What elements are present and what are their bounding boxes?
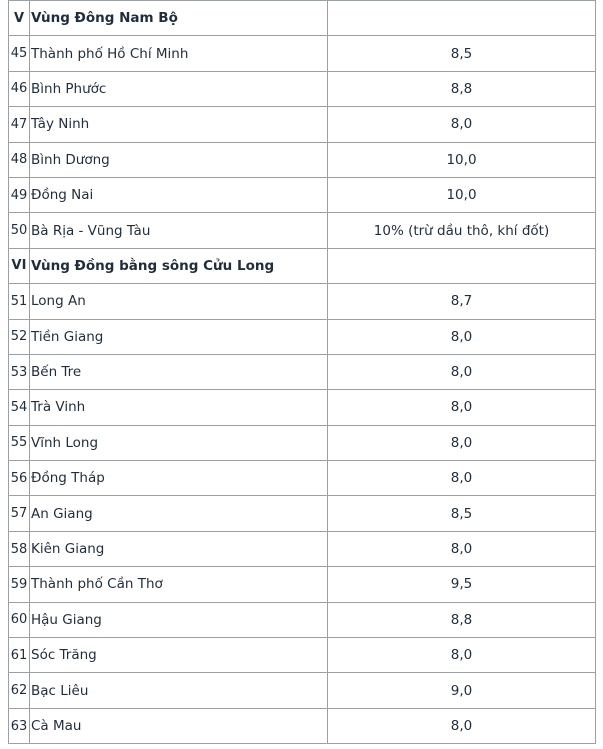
- target-value: 8,8: [328, 602, 596, 637]
- target-value: 8,0: [328, 390, 596, 425]
- target-value: 8,0: [328, 461, 596, 496]
- province-name: Đồng Nai: [30, 177, 328, 212]
- province-name: Sóc Trăng: [30, 638, 328, 673]
- target-value: 10,0: [328, 142, 596, 177]
- section-title: Vùng Đông Nam Bộ: [30, 1, 328, 36]
- row-number: 51: [9, 284, 30, 319]
- row-number: 50: [9, 213, 30, 248]
- target-value: 10,0: [328, 177, 596, 212]
- target-value: 8,0: [328, 425, 596, 460]
- table-row: [9, 567, 596, 602]
- target-value: 8,0: [328, 638, 596, 673]
- section-header-row: [9, 248, 596, 283]
- section-number: V: [9, 1, 30, 36]
- table-row: [9, 531, 596, 566]
- row-number: 58: [9, 531, 30, 566]
- growth-target-table: [8, 0, 596, 744]
- table-row: [9, 71, 596, 106]
- row-number: 46: [9, 71, 30, 106]
- table-row: [9, 638, 596, 673]
- table-row: [9, 107, 596, 142]
- province-name: Long An: [30, 284, 328, 319]
- row-number: 60: [9, 602, 30, 637]
- target-value: 8,0: [328, 107, 596, 142]
- target-value: 8,5: [328, 36, 596, 71]
- province-name: Bà Rịa - Vũng Tàu: [30, 213, 328, 248]
- row-number: 54: [9, 390, 30, 425]
- target-value: 8,0: [328, 319, 596, 354]
- target-value: 8,0: [328, 531, 596, 566]
- row-number: 53: [9, 354, 30, 389]
- row-number: 55: [9, 425, 30, 460]
- table-row: [9, 496, 596, 531]
- table-row: [9, 284, 596, 319]
- table-row: [9, 142, 596, 177]
- target-value: 8,8: [328, 71, 596, 106]
- province-name: Cà Mau: [30, 708, 328, 743]
- table-row: [9, 425, 596, 460]
- table-row: [9, 213, 596, 248]
- row-number: 47: [9, 107, 30, 142]
- province-name: Bình Phước: [30, 71, 328, 106]
- row-number: 49: [9, 177, 30, 212]
- table-row: [9, 461, 596, 496]
- table-row: [9, 602, 596, 637]
- target-value: 9,0: [328, 673, 596, 708]
- section-value: [328, 248, 596, 283]
- province-name: Tiền Giang: [30, 319, 328, 354]
- table-row: [9, 319, 596, 354]
- province-name: Bình Dương: [30, 142, 328, 177]
- province-name: Tây Ninh: [30, 107, 328, 142]
- province-name: Kiên Giang: [30, 531, 328, 566]
- target-value: 8,0: [328, 708, 596, 743]
- province-name: Vĩnh Long: [30, 425, 328, 460]
- table-row: [9, 708, 596, 743]
- target-value: 8,0: [328, 354, 596, 389]
- table-row: [9, 390, 596, 425]
- province-name: Đồng Tháp: [30, 461, 328, 496]
- province-name: An Giang: [30, 496, 328, 531]
- row-number: 61: [9, 638, 30, 673]
- row-number: 57: [9, 496, 30, 531]
- section-title: Vùng Đồng bằng sông Cửu Long: [30, 248, 328, 283]
- target-value: 10% (trừ dầu thô, khí đốt): [328, 213, 596, 248]
- row-number: 63: [9, 708, 30, 743]
- province-name: Bến Tre: [30, 354, 328, 389]
- province-name: Bạc Liêu: [30, 673, 328, 708]
- row-number: 52: [9, 319, 30, 354]
- row-number: 56: [9, 461, 30, 496]
- target-value: 8,7: [328, 284, 596, 319]
- table-body: [9, 1, 596, 744]
- row-number: 59: [9, 567, 30, 602]
- province-name: Thành phố Hồ Chí Minh: [30, 36, 328, 71]
- section-value: [328, 1, 596, 36]
- row-number: 48: [9, 142, 30, 177]
- province-name: Hậu Giang: [30, 602, 328, 637]
- table-row: [9, 354, 596, 389]
- province-name: Trà Vinh: [30, 390, 328, 425]
- table-row: [9, 36, 596, 71]
- target-value: 8,5: [328, 496, 596, 531]
- row-number: 62: [9, 673, 30, 708]
- province-name: Thành phố Cần Thơ: [30, 567, 328, 602]
- target-value: 9,5: [328, 567, 596, 602]
- table-row: [9, 177, 596, 212]
- table-row: [9, 673, 596, 708]
- section-number: VI: [9, 248, 30, 283]
- section-header-row: [9, 1, 596, 36]
- row-number: 45: [9, 36, 30, 71]
